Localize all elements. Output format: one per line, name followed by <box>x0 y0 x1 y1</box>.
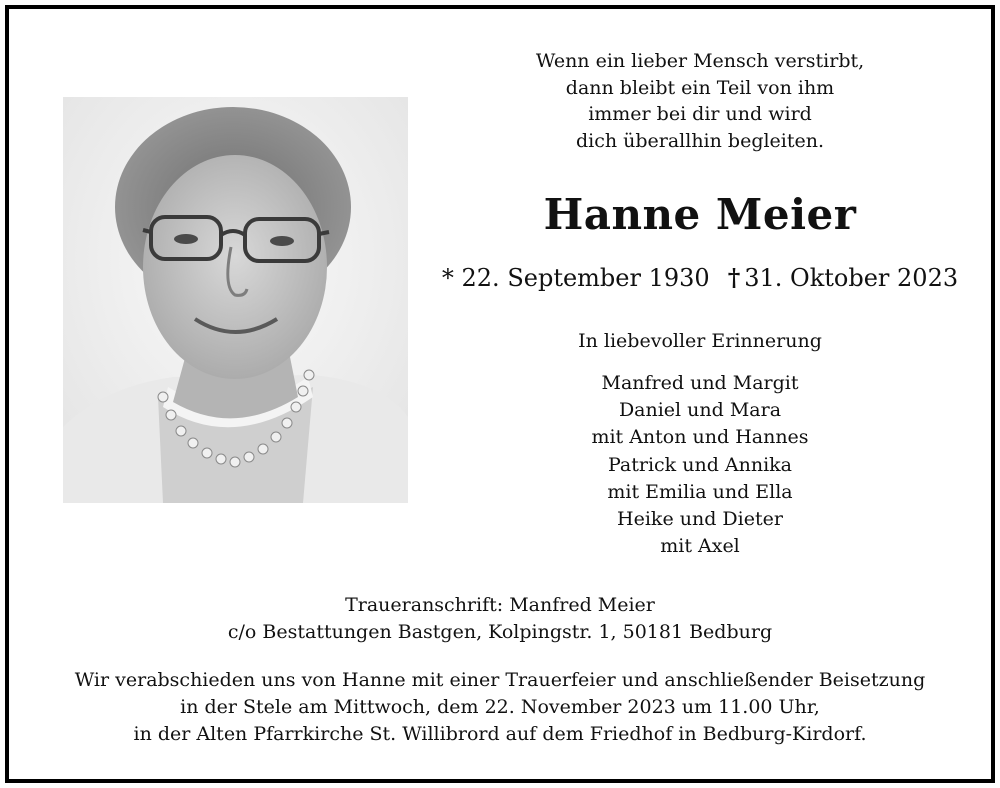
mourner-line: Heike und Dieter <box>617 508 783 531</box>
mourning-address <box>150 592 850 646</box>
cross-icon: † <box>727 263 741 292</box>
ceremony-line: in der Alten Pfarrkirche St. Willibrord auf dem Friedhof in Bedburg-Kirdorf. <box>133 723 867 745</box>
remembrance-heading: In liebevoller Erinnerung <box>578 330 822 352</box>
mourner-line: Daniel und Mara <box>618 399 782 422</box>
mourners-list <box>475 370 925 560</box>
mourner-line: mit Axel <box>660 535 740 558</box>
portrait-photo <box>63 97 408 503</box>
mourner-line: mit Emilia und Ella <box>607 480 793 503</box>
death-date: 31. Oktober 2023 <box>744 264 959 292</box>
address-line: c/o Bestattungen Bastgen, Kolpingstr. 1, 50181 Bedburg <box>227 621 773 643</box>
address-line: Traueranschrift: Manfred Meier <box>345 594 655 616</box>
verse-line: immer bei dir und wird <box>588 103 812 125</box>
life-dates <box>440 263 960 292</box>
verse-line: dich überallhin begleiten. <box>575 129 825 152</box>
mourner-line: Patrick und Annika <box>607 453 793 476</box>
verse-line: dann bleibt ein Teil von ihm <box>565 76 835 99</box>
deceased-name: Hanne Meier <box>543 190 857 239</box>
ceremony-notice <box>20 667 980 748</box>
mourner-line: Manfred und Margit <box>601 372 799 394</box>
birth-date: * 22. September 1930 <box>441 264 710 292</box>
ceremony-line: in der Stele am Mittwoch, dem 22. November 2023 um 11.00 Uhr, <box>180 696 820 718</box>
memorial-verse <box>475 48 925 154</box>
mourner-line: mit Anton und Hannes <box>591 426 809 449</box>
ceremony-line: Wir verabschieden uns von Hanne mit einer Trauerfeier und anschließender Beisetzung <box>74 669 926 691</box>
verse-line: Wenn ein lieber Mensch verstirbt, <box>535 50 865 72</box>
